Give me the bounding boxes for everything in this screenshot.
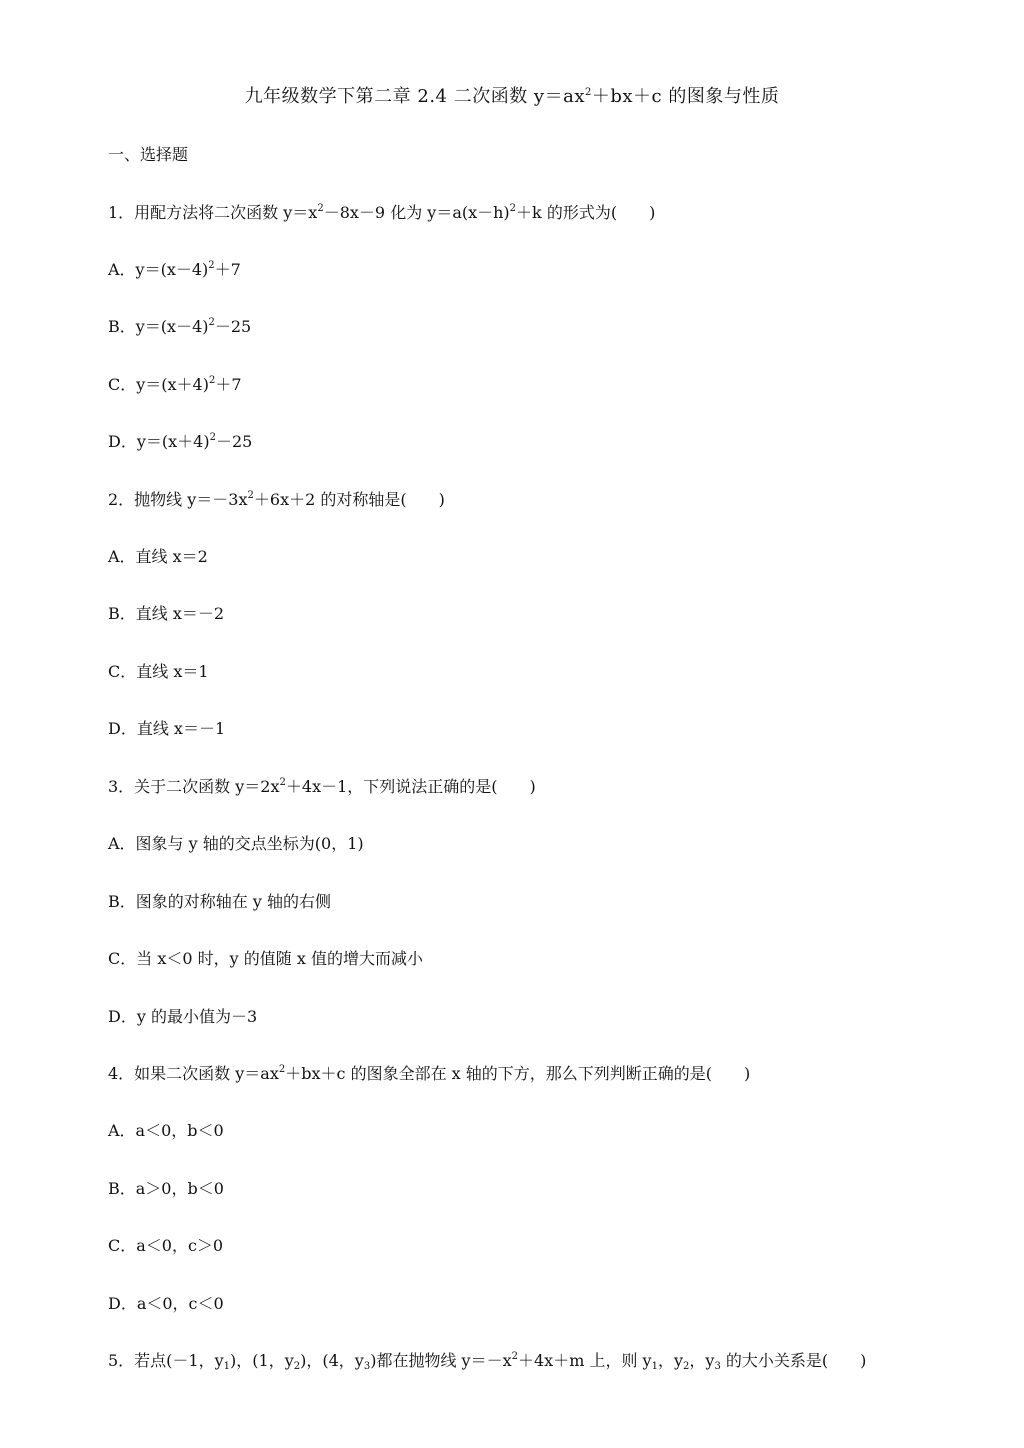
q2-option-c: C．直线 x＝1 <box>108 662 209 681</box>
q2-option-a: A．直线 x＝2 <box>108 547 208 566</box>
q3-option-a: A．图象与 y 轴的交点坐标为(0，1) <box>108 834 364 853</box>
q4-option-a: A．a＜0，b＜0 <box>108 1121 224 1140</box>
q3-option-b: B．图象的对称轴在 y 轴的右侧 <box>108 892 331 911</box>
q2-option-d: D．直线 x＝－1 <box>108 719 226 738</box>
q4-option-c: C．a＜0，c＞0 <box>108 1236 224 1255</box>
q4-option-d: D．a＜0，c＜0 <box>108 1294 224 1313</box>
question-2-stem: 2．抛物线 $y=-3x^2+6x+2$ 的对称轴是( ) <box>108 490 445 509</box>
question-4-stem: 4．如果二次函数 $y=ax^2+bx+c$ 的图象全部在 x 轴的下方，那么下列判断正确的是( ) <box>108 1064 751 1083</box>
page-title: 九年级数学下第二章 2.4 二次函数 $y=ax^2+bx+c$ 的图象与性质 <box>244 86 780 107</box>
question-1-stem: 1．用配方法将二次函数 $y=x^2-8x-9$ 化为 $y=a(x-h)^2+k$ 的形式为( ) <box>108 203 656 222</box>
q4-option-b: B．a＞0，b＜0 <box>108 1179 224 1198</box>
q3-option-d: D．y 的最小值为－3 <box>108 1007 258 1026</box>
question-3-stem: 3．关于二次函数 $y=2x^2+4x-1$，下列说法正确的是( ) <box>108 777 536 796</box>
question-5-stem: 5．若点(－1，$y_1$)，(1，$y_2$)，(4，$y_3$)都在抛物线 $y=-x^2+4x+m$ 上，则 $y_1$，$y_2$，$y_3$ 的大小关系是( ) <box>108 1351 867 1372</box>
q3-option-c: C．当 x＜0 时，y 的值随 x 值的增大而减小 <box>108 949 423 968</box>
q1-option-b: B．$y=(x-4)^2-25$ <box>108 317 252 336</box>
q1-option-d: D．$y=(x+4)^2-25$ <box>108 432 253 451</box>
q1-option-a: A．$y=(x-4)^2+7$ <box>108 260 241 279</box>
q2-option-b: B．直线 x＝－2 <box>108 604 225 623</box>
q1-option-c: C．$y=(x+4)^2+7$ <box>108 375 242 394</box>
section-heading: 一、选择题 <box>108 145 189 164</box>
